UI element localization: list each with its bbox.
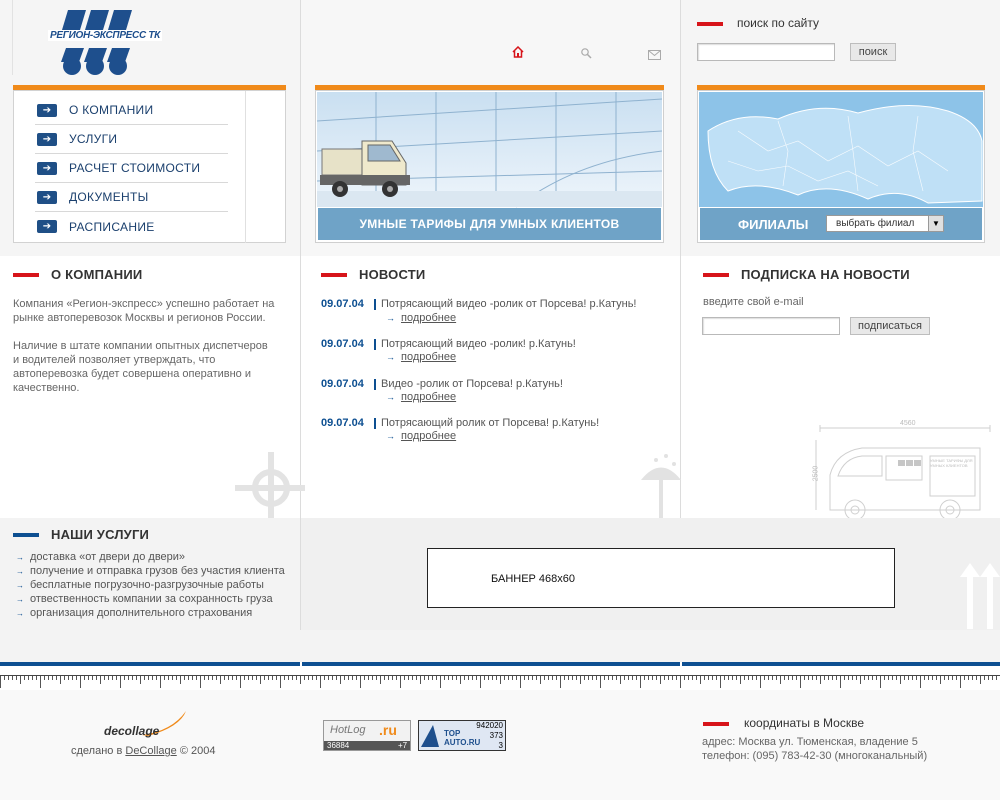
ad-banner[interactable]	[427, 548, 895, 608]
van-length-label: 4560	[900, 420, 916, 427]
menu-item-label: ДОКУМЕНТЫ	[69, 190, 149, 204]
service-item: → бесплатные погрузочно-разгрузочные работы	[16, 579, 264, 591]
van-height-label: 2500	[812, 465, 820, 482]
red-dash-marker	[321, 273, 347, 277]
home-icon[interactable]	[512, 45, 524, 57]
news-text[interactable]: Потрясающий видео -ролик от Порсева! р.Катунь!	[381, 298, 637, 310]
arrow-right-icon: ➔	[37, 133, 57, 146]
blue-bottom-bar	[0, 662, 1000, 666]
column-gap	[300, 662, 302, 666]
news-more-link[interactable]: → подробнее	[386, 312, 456, 324]
news-date: 09.07.04	[321, 338, 364, 350]
news-text[interactable]: Видео -ролик от Порсева! р.Катунь!	[381, 378, 563, 390]
hotlog-suffix: .ru	[379, 722, 397, 738]
banner-text: БАННЕР 468х60	[491, 573, 576, 585]
topauto-icon	[419, 721, 441, 750]
news-divider	[374, 418, 376, 429]
arrow-right-icon: ➔	[37, 191, 57, 204]
search-button[interactable]: поиск	[850, 43, 896, 61]
topauto-n1: 942020	[476, 721, 503, 730]
menu-item-label: О КОМПАНИИ	[69, 103, 154, 117]
menu-item-schedule[interactable]	[35, 212, 228, 241]
topauto-n3: 3	[498, 741, 503, 750]
logo-text: РЕГИОН-ЭКСПРЕСС ТК	[50, 30, 161, 41]
made-by-text	[71, 745, 215, 757]
hotlog-count1: 36884	[327, 741, 350, 750]
about-title: О КОМПАНИИ	[51, 267, 143, 282]
column-gap	[680, 662, 682, 666]
promo-caption: УМНЫЕ ТАРИФЫ ДЛЯ УМНЫХ КЛИЕНТОВ	[359, 217, 620, 231]
news-date: 09.07.04	[321, 298, 364, 310]
left-edge-line	[12, 0, 13, 75]
hotlog-name: HotLog	[330, 724, 366, 736]
search-input[interactable]	[697, 43, 835, 61]
about-paragraph-1: Компания «Регион-экспресс» успешно работает на рынке автоперевозок Москвы и регионов России.	[13, 298, 275, 324]
contacts-address: адрес: Москва ул. Тюменская, владение 5	[702, 736, 918, 748]
news-text[interactable]: Потрясающий ролик от Порсева! р.Катунь!	[381, 417, 600, 429]
arrow-right-icon: ➔	[37, 104, 57, 117]
services-title: НАШИ УСЛУГИ	[51, 527, 150, 542]
hotlog-counter[interactable]	[323, 720, 411, 751]
red-dash-marker	[697, 22, 723, 26]
company-logo[interactable]	[48, 10, 160, 76]
email-field[interactable]	[702, 317, 840, 335]
red-dash-marker	[703, 722, 729, 726]
about-paragraph-2: Наличие в штате компании опытных диспетчеров и водителей позволяет утверждать, что автоперевозка будет совершена оперативно и качественно.	[13, 340, 268, 394]
menu-right-divider	[245, 91, 246, 243]
search-title: поиск по сайту	[737, 16, 819, 30]
contacts-title: координаты в Москве	[744, 716, 865, 730]
hotlog-count2: +7	[398, 741, 408, 750]
topauto-line1: TOP	[444, 729, 461, 738]
decollage-logo[interactable]	[102, 709, 190, 739]
up-arrows-decoration	[960, 563, 1000, 629]
mail-icon[interactable]	[648, 47, 661, 57]
branches-label: ФИЛИАЛЫ	[738, 217, 809, 232]
menu-item-documents[interactable]	[35, 183, 228, 212]
news-divider	[374, 339, 376, 350]
topauto-counter[interactable]	[418, 720, 506, 751]
decollage-link[interactable]: DeCollage	[125, 745, 177, 757]
menu-item-label: РАСПИСАНИЕ	[69, 219, 155, 234]
arrow-right-icon: ➔	[37, 220, 57, 233]
made-by-prefix: сделано в	[71, 745, 123, 757]
search-icon[interactable]	[580, 46, 592, 58]
van-side-text: УМНЫЕ ТАРИФЫ ДЛЯ УМНЫХ КЛИЕНТОВ	[930, 458, 973, 468]
topauto-line2: AUTO.RU	[444, 738, 481, 747]
service-item: → доставка «от двери до двери»	[16, 551, 185, 563]
news-more-link[interactable]: → подробнее	[386, 430, 456, 442]
news-title: НОВОСТИ	[359, 267, 426, 282]
service-item: → получение и отправка грузов без участия клиента	[16, 565, 285, 577]
arrow-right-icon: ➔	[37, 162, 57, 175]
subscribe-button[interactable]: подписаться	[850, 317, 930, 335]
menu-item-cost[interactable]	[35, 154, 228, 183]
menu-item-label: РАСЧЕТ СТОИМОСТИ	[69, 161, 201, 175]
menu-item-about[interactable]	[35, 96, 228, 125]
made-by-suffix: © 2004	[179, 745, 216, 757]
menu-item-services[interactable]	[35, 125, 228, 154]
decollage-logo-text: decollage	[104, 724, 160, 738]
news-text[interactable]: Потрясающий видео -ролик! р.Катунь!	[381, 338, 576, 350]
news-divider	[374, 379, 376, 390]
branch-select-value: выбрать филиал	[836, 218, 915, 229]
contacts-phone: телефон: (095) 783-42-30 (многоканальный)	[702, 750, 928, 762]
news-date: 09.07.04	[321, 378, 364, 390]
branch-select[interactable]	[826, 215, 944, 232]
van-outline	[810, 420, 1000, 530]
subscribe-label: введите свой e-mail	[703, 296, 804, 308]
umbrella-decoration	[636, 450, 686, 520]
ruler-ticks	[0, 676, 1000, 690]
news-more-link[interactable]: → подробнее	[386, 391, 456, 403]
subscribe-title: ПОДПИСКА НА НОВОСТИ	[741, 267, 910, 282]
branches-map[interactable]	[697, 90, 985, 243]
van-blueprint	[810, 420, 1000, 530]
red-dash-marker	[13, 273, 39, 277]
news-date: 09.07.04	[321, 417, 364, 429]
promo-banner[interactable]	[315, 90, 664, 243]
news-more-link[interactable]: → подробнее	[386, 351, 456, 363]
crosshair-decoration	[235, 452, 305, 522]
chevron-down-icon[interactable]: ▼	[928, 216, 943, 231]
logo-graphic	[48, 10, 160, 76]
menu-item-label: УСЛУГИ	[69, 132, 118, 146]
news-divider	[374, 299, 376, 310]
bottom-band	[0, 630, 1000, 662]
topauto-n2: 373	[489, 731, 503, 740]
service-item: → организация дополнительного страхования	[16, 607, 252, 619]
red-dash-marker	[703, 273, 729, 277]
service-item: → отвественность компании за сохранность груза	[16, 593, 273, 605]
blue-dash-marker	[13, 533, 39, 537]
